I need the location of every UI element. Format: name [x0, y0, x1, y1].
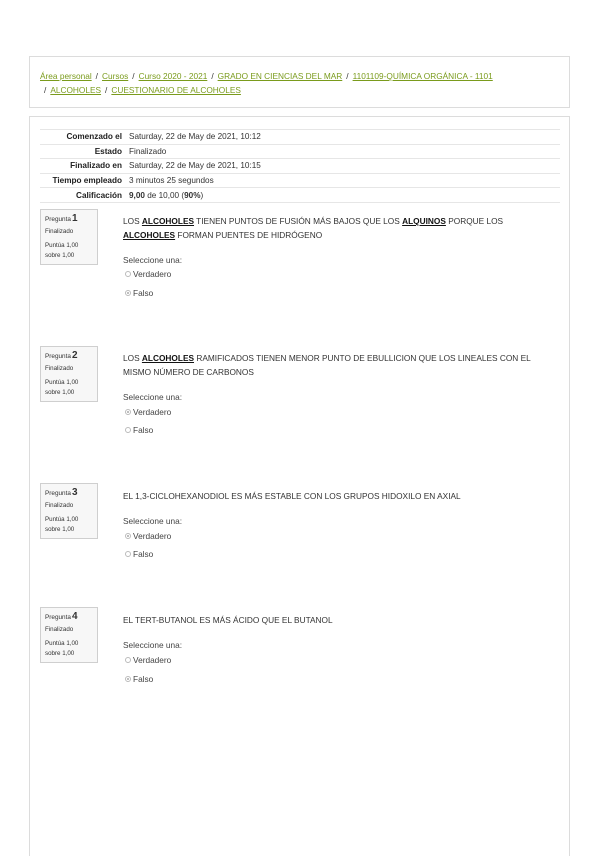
option-verdadero[interactable]	[125, 531, 171, 541]
breadcrumb-card	[29, 56, 570, 108]
question-label: Pregunta	[45, 216, 71, 223]
question-prompt: Seleccione una:	[123, 640, 183, 650]
summary-label: Estado	[40, 144, 129, 159]
radio-button-selected[interactable]	[125, 409, 131, 415]
radio-button-selected[interactable]	[125, 533, 131, 539]
option-verdadero[interactable]	[125, 269, 171, 279]
option-label: Verdadero	[133, 269, 172, 279]
question-label: Pregunta	[45, 614, 71, 621]
summary-label: Calificación	[40, 188, 129, 203]
breadcrumb-separator: /	[44, 85, 47, 95]
question-info-box	[40, 209, 98, 265]
breadcrumb-link-home[interactable]: Área personal	[40, 71, 92, 81]
option-falso[interactable]	[125, 549, 153, 559]
radio-button[interactable]	[125, 427, 131, 433]
breadcrumb-link-courses[interactable]: Cursos	[101, 71, 129, 81]
question-text: LOS ALCOHOLES RAMIFICADOS TIENEN MENOR PUNTO DE EBULLICION QUE LOS LINEALES CON EL MISMO NÚMERO DE CARBONOS	[123, 353, 531, 377]
grade-value	[129, 188, 560, 203]
question-label: Pregunta	[45, 490, 71, 497]
summary-value: Finalizado	[129, 144, 560, 159]
breadcrumb-separator: /	[105, 85, 108, 95]
option-verdadero[interactable]	[125, 407, 171, 417]
summary-value: 3 minutos 25 segundos	[129, 173, 560, 188]
summary-row-grade	[40, 188, 560, 203]
question-grade-max: sobre 1,00	[45, 388, 75, 396]
attempt-summary-table	[40, 129, 560, 203]
question-number: 2	[71, 350, 78, 361]
question-grade: Puntúa 1,00	[45, 516, 79, 523]
summary-value: Saturday, 22 de May de 2021, 10:12	[129, 130, 560, 145]
option-verdadero[interactable]	[125, 655, 171, 665]
option-label: Falso	[133, 674, 154, 684]
option-label: Verdadero	[133, 531, 172, 541]
question-number: 4	[71, 611, 78, 622]
question-prompt: Seleccione una:	[123, 392, 183, 402]
breadcrumb-link-quiz[interactable]: CUESTIONARIO DE ALCOHOLES	[111, 85, 241, 95]
question-state: Finalizado	[45, 626, 74, 633]
option-falso[interactable]	[125, 288, 153, 298]
summary-row	[40, 173, 560, 188]
breadcrumb-separator: /	[346, 71, 349, 81]
question-text: EL 1,3-CICLOHEXANODIOL ES MÁS ESTABLE CON LOS GRUPOS HIDOXILO EN AXIAL	[123, 491, 461, 501]
breadcrumb-link-course[interactable]: 1101109-QUÍMICA ORGÁNICA - 1101	[352, 71, 493, 81]
question-grade: Puntúa 1,00	[45, 242, 79, 249]
breadcrumb-link-section[interactable]: ALCOHOLES	[50, 85, 102, 95]
question-grade-max: sobre 1,00	[45, 525, 75, 533]
option-label: Falso	[133, 549, 154, 559]
question-label: Pregunta	[45, 353, 71, 360]
question-info-box	[40, 483, 98, 539]
summary-row	[40, 159, 560, 174]
question-prompt: Seleccione una:	[123, 255, 183, 265]
option-falso[interactable]	[125, 425, 153, 435]
grade-end: )	[200, 190, 204, 200]
breadcrumb-link-year[interactable]: Curso 2020 - 2021	[138, 71, 208, 81]
question-number: 3	[71, 487, 78, 498]
grade-score: 9,00	[129, 190, 145, 200]
quiz-review-card	[29, 116, 570, 856]
grade-mid: de 10,00 (	[144, 190, 185, 200]
question-state: Finalizado	[45, 502, 74, 509]
summary-row	[40, 130, 560, 145]
question-grade: Puntúa 1,00	[45, 379, 79, 386]
option-label: Falso	[133, 425, 154, 435]
option-label: Verdadero	[133, 655, 172, 665]
breadcrumb-separator: /	[132, 71, 135, 81]
option-label: Falso	[133, 288, 154, 298]
breadcrumb	[40, 69, 560, 97]
question-text: EL TERT-BUTANOL ES MÁS ÁCIDO QUE EL BUTANOL	[123, 615, 333, 625]
question-grade: Puntúa 1,00	[45, 640, 79, 647]
question-text: LOS ALCOHOLES TIENEN PUNTOS DE FUSIÓN MÁS BAJOS QUE LOS ALQUINOS PORQUE LOS ALCOHOLES FORMAN PUENTES DE HIDRÓGENO	[123, 216, 504, 240]
option-label: Verdadero	[133, 407, 172, 417]
radio-button[interactable]	[125, 551, 131, 557]
question-prompt: Seleccione una:	[123, 516, 183, 526]
question-info-box	[40, 346, 98, 402]
radio-button-selected[interactable]	[125, 676, 131, 682]
question-state: Finalizado	[45, 228, 74, 235]
breadcrumb-separator: /	[95, 71, 98, 81]
option-falso[interactable]	[125, 674, 153, 684]
question-info-box	[40, 607, 98, 663]
grade-percent: 90%	[184, 190, 201, 200]
radio-button[interactable]	[125, 271, 131, 277]
summary-label: Comenzado el	[40, 130, 129, 145]
summary-label: Finalizado en	[40, 159, 129, 174]
summary-value: Saturday, 22 de May de 2021, 10:15	[129, 159, 560, 174]
breadcrumb-separator: /	[211, 71, 214, 81]
question-grade-max: sobre 1,00	[45, 649, 75, 657]
question-grade-max: sobre 1,00	[45, 251, 75, 259]
radio-button-selected[interactable]	[125, 290, 131, 296]
question-state: Finalizado	[45, 365, 74, 372]
summary-row	[40, 144, 560, 159]
radio-button[interactable]	[125, 657, 131, 663]
question-number: 1	[71, 213, 78, 224]
breadcrumb-link-degree[interactable]: GRADO EN CIENCIAS DEL MAR	[217, 71, 343, 81]
summary-label: Tiempo empleado	[40, 173, 129, 188]
